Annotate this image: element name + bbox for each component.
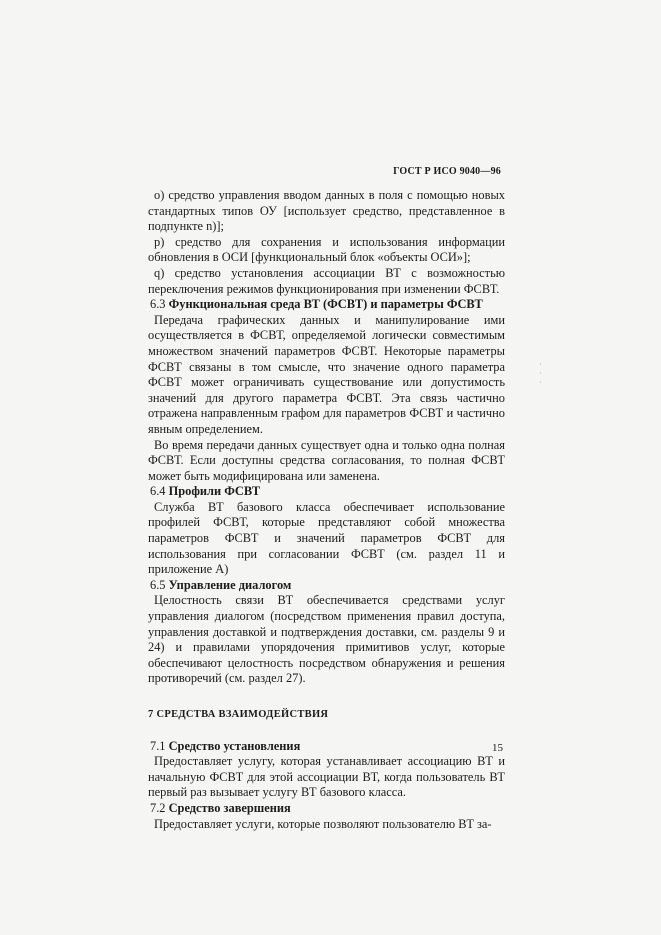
paragraph-item-q: q) средство установления ассоциации ВТ с возможностью переключения режимов функционирования при изменении ФСВТ. bbox=[148, 265, 505, 296]
section-heading-7: 7 СРЕДСТВА ВЗАИМОДЕЙСТВИЯ bbox=[148, 709, 329, 720]
subsection-title: Средство завершения bbox=[168, 800, 291, 815]
document-header: ГОСТ Р ИСО 9040—96 bbox=[393, 166, 501, 177]
subsection-title: Управление диалогом bbox=[168, 577, 292, 592]
paragraph-item-o: о) средство управления вводом данных в поля с помощью новых стандартных типов ОУ [использует средство, представленное в подпункте n)]; bbox=[148, 188, 505, 234]
subsection-heading-6-3 bbox=[148, 297, 505, 313]
paragraph-establish: Предоставляет услугу, которая устанавливает ассоциацию ВТ и начальную ФСВТ для этой ассоциации ВТ, когда пользователь ВТ первый раз вызывает услугу ВТ базового класса. bbox=[148, 754, 505, 800]
subsection-title: Функциональная среда ВТ (ФСВТ) и параметры ФСВТ bbox=[168, 297, 483, 312]
scan-mark-decoration: · · · bbox=[539, 360, 542, 387]
subsection-number: 6.5 bbox=[150, 577, 166, 592]
page-number: 15 bbox=[492, 742, 503, 754]
subsection-heading-6-5 bbox=[148, 578, 505, 594]
paragraph-profiles: Служба ВТ базового класса обеспечивает использование профилей ФСВТ, которые представляют собой множества параметров ФСВТ и значений параметров ФСВТ для использования при согласовании ФСВТ (см. раздел 11 и приложение А) bbox=[148, 499, 505, 577]
subsection-number: 6.4 bbox=[150, 484, 166, 499]
subsection-heading-7-1 bbox=[148, 739, 505, 755]
subsection-title: Профили ФСВТ bbox=[168, 484, 261, 499]
subsection-title: Средство установления bbox=[168, 738, 301, 753]
paragraph-dialog: Целостность связи ВТ обеспечивается средствами услуг управления диалогом (посредством применения правил доступа, управления доставкой и подтверждения доставки, см. разделы 9 и 24) и правилами упорядочения примитивов услуг, которые обеспечивают целостность посредством обнаружения и решения противоречий (см. раздел 27). bbox=[148, 593, 505, 686]
document-body bbox=[148, 188, 505, 832]
paragraph-single-fsvt: Во время передачи данных существует одна и только одна полная ФСВТ. Если доступны средства согласования, то полная ФСВТ может быть модифицирована или заменена. bbox=[148, 437, 505, 483]
subsection-number: 7.1 bbox=[150, 738, 166, 753]
paragraph-item-p: р) средство для сохранения и использования информации обновления в ОСИ [функциональный блок «объекты ОСИ»]; bbox=[148, 234, 505, 265]
paragraph-terminate: Предоставляет услуги, которые позволяют пользователю ВТ за- bbox=[154, 816, 492, 831]
subsection-number: 6.3 bbox=[150, 297, 166, 312]
subsection-heading-7-2 bbox=[148, 801, 505, 817]
subsection-heading-6-4 bbox=[148, 484, 505, 500]
subsection-number: 7.2 bbox=[150, 800, 166, 815]
paragraph-transfer: Передача графических данных и манипулирование ими осуществляется в ФСВТ, определяемой логически совместимым множеством значений параметров ФСВТ. Некоторые параметры ФСВТ связаны в том смысле, что значение одного параметра ФСВТ может ограничивать существование или допустимость значений для другого параметра ФСВТ. Эта связь частично отражена направленным графом для параметров ФСВТ и частично явным определением. bbox=[148, 312, 505, 436]
